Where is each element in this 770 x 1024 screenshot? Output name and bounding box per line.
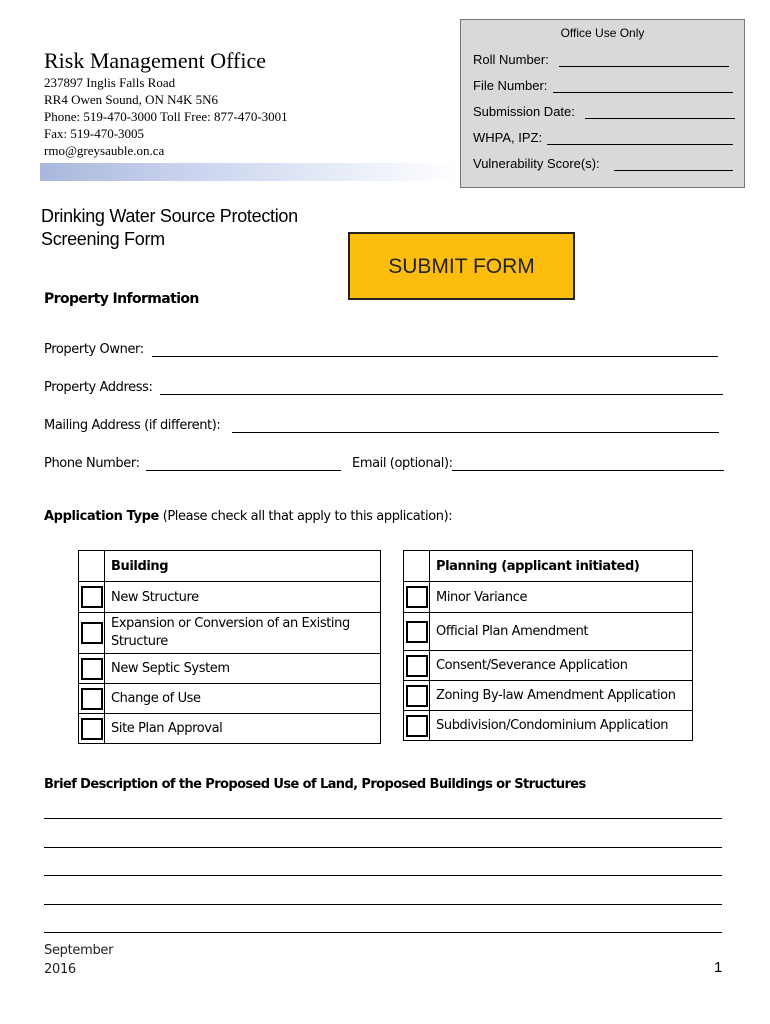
vulnerability-score-field[interactable] (614, 170, 733, 171)
official-plan-amendment-checkbox[interactable] (406, 621, 428, 643)
office-address-city: RR4 Owen Sound, ON N4K 5N6 (44, 92, 219, 107)
building-header: Building (105, 551, 381, 582)
mailing-address-field[interactable] (232, 432, 719, 433)
whpa-ipz-label: WHPA, IPZ: (473, 130, 543, 145)
header-gradient-bar (40, 163, 460, 181)
office-use-box (460, 19, 745, 188)
application-type-label (44, 509, 452, 524)
description-heading: Brief Description of the Proposed Use of Land, Proposed Buildings or Structures (44, 777, 586, 792)
application-type-instructions: (Please check all that apply to this application): (158, 509, 453, 524)
office-phone: Phone: 519-470-3000 Toll Free: 877-470-3001 (44, 109, 288, 124)
description-line[interactable] (44, 904, 722, 905)
page-number: 1 (714, 959, 723, 976)
expansion-conversion-label: Expansion or Conversion of an Existing Structure (105, 613, 381, 654)
phone-number-label: Phone Number: (44, 456, 140, 471)
subdivision-condominium-label: Subdivision/Condominium Application (430, 711, 693, 741)
description-line[interactable] (44, 818, 722, 819)
description-line[interactable] (44, 847, 722, 848)
office-email[interactable]: rmo@greysauble.on.ca (44, 143, 165, 158)
mailing-address-label: Mailing Address (if different): (44, 418, 221, 433)
consent-severance-checkbox[interactable] (406, 655, 428, 677)
zoning-bylaw-amendment-label: Zoning By-law Amendment Application (430, 681, 693, 711)
vulnerability-score-label: Vulnerability Score(s): (473, 156, 600, 171)
new-structure-label: New Structure (105, 582, 381, 613)
office-use-title: Office Use Only (560, 26, 645, 40)
zoning-bylaw-amendment-checkbox[interactable] (406, 685, 428, 707)
new-septic-system-label: New Septic System (105, 654, 381, 684)
official-plan-amendment-label: Official Plan Amendment (430, 613, 693, 651)
change-of-use-label: Change of Use (105, 684, 381, 714)
form-title-line2: Screening Form (41, 229, 165, 249)
subdivision-condominium-checkbox[interactable] (406, 715, 428, 737)
file-number-field[interactable] (553, 92, 733, 93)
roll-number-field[interactable] (559, 66, 729, 67)
planning-header: Planning (applicant initiated) (430, 551, 693, 582)
roll-number-label: Roll Number: (473, 52, 549, 67)
whpa-ipz-field[interactable] (547, 144, 733, 145)
property-address-field[interactable] (160, 394, 723, 395)
site-plan-approval-checkbox[interactable] (81, 718, 103, 740)
consent-severance-label: Consent/Severance Application (430, 651, 693, 681)
property-address-label: Property Address: (44, 380, 153, 395)
property-owner-label: Property Owner: (44, 342, 144, 357)
application-type-bold: Application Type (44, 509, 159, 524)
building-table (78, 550, 381, 744)
file-number-label: File Number: (473, 78, 548, 93)
building-header-empty-cell (79, 551, 105, 582)
office-fax: Fax: 519-470-3005 (44, 126, 145, 141)
email-field[interactable] (452, 470, 724, 471)
submission-date-label: Submission Date: (473, 104, 575, 119)
submission-date-field[interactable] (585, 118, 735, 119)
description-line[interactable] (44, 875, 722, 876)
property-info-heading: Property Information (44, 291, 199, 307)
email-label: Email (optional): (352, 456, 453, 471)
planning-header-empty-cell (404, 551, 430, 582)
form-title-line1: Drinking Water Source Protection (41, 206, 298, 226)
office-name: Risk Management Office (44, 48, 266, 73)
footer-year: 2016 (44, 962, 76, 977)
footer-date (44, 941, 113, 979)
expansion-conversion-checkbox[interactable] (81, 622, 103, 644)
footer-month: September (44, 943, 114, 958)
new-septic-system-checkbox[interactable] (81, 658, 103, 680)
phone-number-field[interactable] (146, 470, 341, 471)
minor-variance-label: Minor Variance (430, 582, 693, 613)
office-address-street: 237897 Inglis Falls Road (44, 75, 176, 90)
change-of-use-checkbox[interactable] (81, 688, 103, 710)
site-plan-approval-label: Site Plan Approval (105, 714, 381, 744)
description-line[interactable] (44, 932, 722, 933)
property-owner-field[interactable] (152, 356, 718, 357)
new-structure-checkbox[interactable] (81, 586, 103, 608)
minor-variance-checkbox[interactable] (406, 586, 428, 608)
submit-form-button[interactable]: SUBMIT FORM (348, 232, 575, 300)
planning-table (403, 550, 693, 741)
